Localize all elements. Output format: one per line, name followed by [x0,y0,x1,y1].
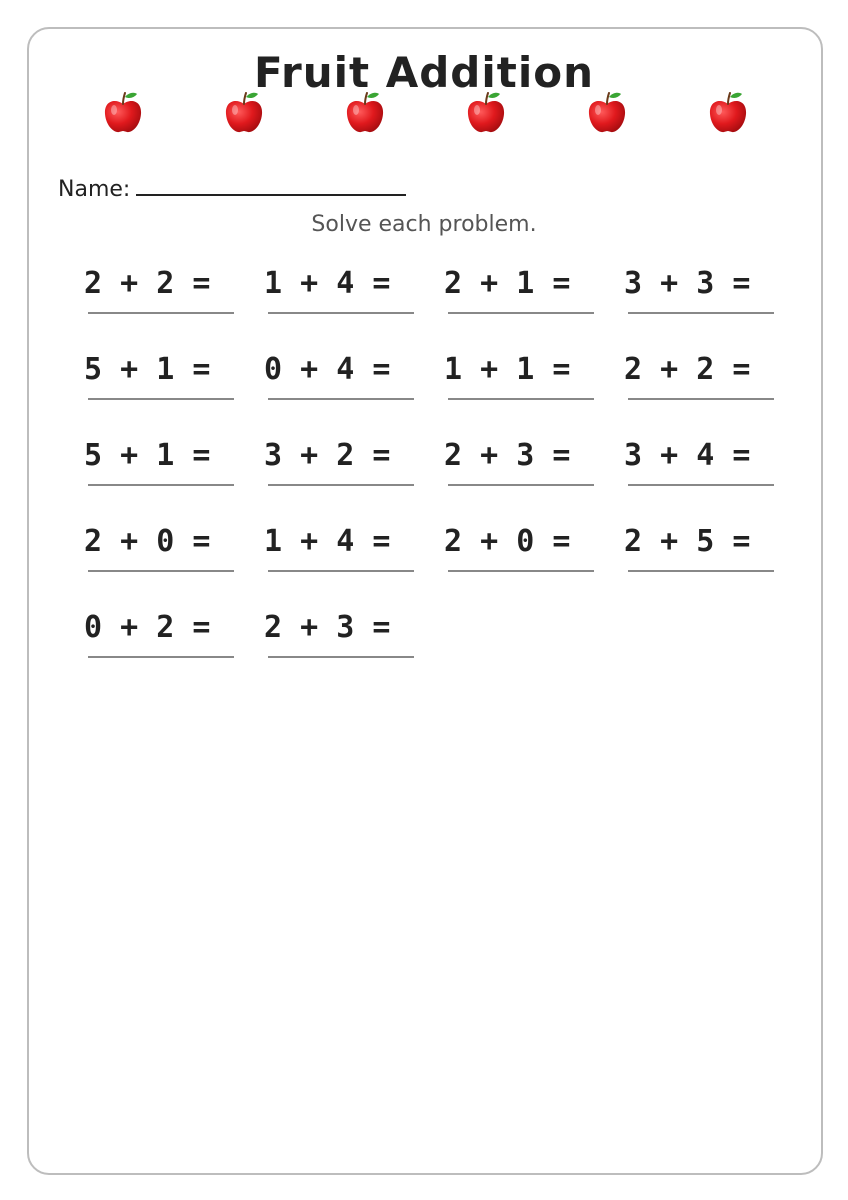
answer-line[interactable] [268,398,414,400]
answer-line[interactable] [448,312,594,314]
addition-problem [624,262,776,314]
answer-line[interactable] [628,312,774,314]
problem-expression: 1 + 4 = [264,524,391,559]
name-field[interactable] [58,172,406,202]
addition-problem [624,520,776,572]
problem-expression: 1 + 1 = [444,352,571,387]
addition-problem [264,434,416,486]
addition-problem [84,606,236,658]
answer-line[interactable] [448,484,594,486]
problem-expression: 1 + 4 = [264,266,391,301]
answer-line[interactable] [88,570,234,572]
addition-problem [264,262,416,314]
problem-expression: 3 + 4 = [624,438,751,473]
answer-line[interactable] [268,656,414,658]
addition-problem [84,348,236,400]
problem-expression: 2 + 3 = [444,438,571,473]
worksheet-title: Fruit Addition [254,48,594,97]
answer-line[interactable] [88,312,234,314]
answer-line[interactable] [628,570,774,572]
addition-problem [624,434,776,486]
addition-problem [264,348,416,400]
addition-problem [444,520,596,572]
addition-problem [84,520,236,572]
instructions: Solve each problem. [311,212,537,237]
answer-line[interactable] [268,484,414,486]
apple-icon [103,90,143,134]
name-label: Name: [58,177,131,202]
problem-expression: 3 + 2 = [264,438,391,473]
problem-expression: 5 + 1 = [84,352,211,387]
problem-expression: 2 + 2 = [84,266,211,301]
apple-icon [708,90,748,134]
problem-expression: 5 + 1 = [84,438,211,473]
problem-expression: 3 + 3 = [624,266,751,301]
answer-line[interactable] [268,570,414,572]
apple-icon [224,90,264,134]
addition-problem [264,606,416,658]
problem-expression: 2 + 2 = [624,352,751,387]
addition-problem [444,262,596,314]
name-blank-line[interactable] [136,172,406,196]
addition-problem [84,434,236,486]
answer-line[interactable] [268,312,414,314]
problem-expression: 2 + 1 = [444,266,571,301]
answer-line[interactable] [628,398,774,400]
answer-line[interactable] [448,570,594,572]
apple-icon [466,90,506,134]
addition-problem [84,262,236,314]
problem-expression: 0 + 4 = [264,352,391,387]
problem-expression: 0 + 2 = [84,610,211,645]
answer-line[interactable] [88,398,234,400]
problem-expression: 2 + 5 = [624,524,751,559]
answer-line[interactable] [88,484,234,486]
problem-expression: 2 + 0 = [84,524,211,559]
problem-expression: 2 + 3 = [264,610,391,645]
apple-icon [345,90,385,134]
addition-problem [264,520,416,572]
answer-line[interactable] [88,656,234,658]
addition-problem [444,434,596,486]
problem-expression: 2 + 0 = [444,524,571,559]
apple-decoration-row [0,90,848,136]
answer-line[interactable] [448,398,594,400]
answer-line[interactable] [628,484,774,486]
addition-problem [444,348,596,400]
apple-icon [587,90,627,134]
addition-problem [624,348,776,400]
